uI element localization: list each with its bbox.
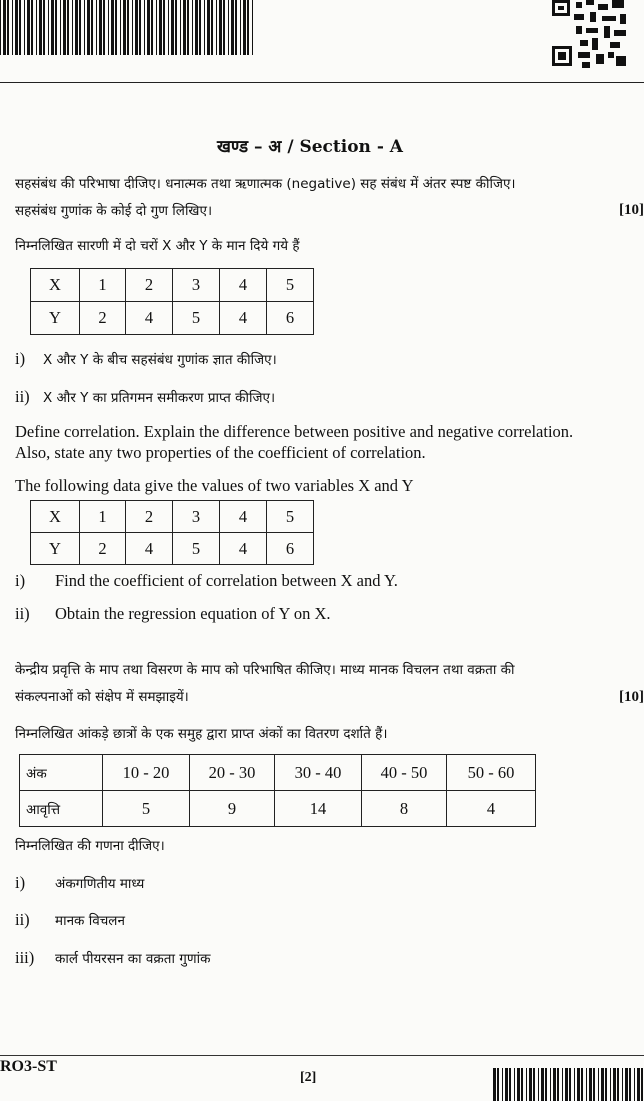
table-cell: X	[31, 269, 80, 302]
table-cell: 9	[190, 791, 275, 827]
part-text: X और Y के बीच सहसंबंध गुणांक ज्ञात कीजिए।	[43, 352, 277, 368]
part-number: i)	[15, 873, 26, 892]
header-rule	[0, 82, 644, 83]
table-cell: 4	[126, 533, 173, 565]
table-cell: 5	[173, 302, 220, 335]
part-number: ii)	[15, 387, 30, 406]
part-text: X और Y का प्रतिगमन समीकरण प्राप्त कीजिए।	[43, 390, 276, 406]
q2-part-iii	[15, 948, 210, 968]
q2-part-ii	[15, 910, 125, 930]
part-text: Obtain the regression equation of Y on X.	[55, 604, 331, 623]
table-cell: 2	[126, 501, 173, 533]
table-cell: X	[31, 501, 80, 533]
table-cell: आवृत्ति	[20, 791, 103, 827]
table-cell: 5	[267, 501, 314, 533]
bottom-barcode	[493, 1068, 644, 1101]
table-cell: 1	[80, 501, 126, 533]
table-cell: 6	[267, 533, 314, 565]
q2-marks: [10]	[619, 689, 644, 705]
q2-hindi-line-1: केन्द्रीय प्रवृत्ति के माप तथा विसरण के माप को परिभाषित कीजिए। माध्य मानक विचलन तथा वक्रता की	[15, 662, 515, 678]
table-cell: 5	[267, 269, 314, 302]
page-number: [2]	[300, 1070, 317, 1085]
q1-hindi-part-i	[15, 349, 277, 369]
q1-hindi-line-2: सहसंबंध गुणांक के कोई दो गुण लिखिए।	[15, 203, 213, 219]
table-cell: 40 - 50	[362, 755, 447, 791]
table-cell: 2	[126, 269, 173, 302]
q2-compute-intro: निम्नलिखित की गणना दीजिए।	[15, 838, 165, 854]
top-barcode	[0, 0, 255, 55]
q1-hindi-line-1: सहसंबंध की परिभाषा दीजिए। धनात्मक तथा ऋणात्मक (negative) सह संबंध में अंतर स्पष्ट कीजिए।	[15, 176, 516, 192]
part-number: iii)	[15, 948, 35, 967]
part-number: ii)	[15, 910, 30, 929]
q1-english-line-1: Define correlation. Explain the difference between positive and negative correlation.	[15, 422, 574, 441]
q1-english-part-ii	[15, 604, 331, 624]
q1-marks: [10]	[619, 202, 644, 218]
q1-hindi-part-ii	[15, 387, 275, 407]
q2-table-intro: निम्नलिखित आंकड़े छात्रों के एक समुह द्वारा प्राप्त अंकों का वितरण दर्शाते हैं।	[15, 726, 388, 742]
q1-english-part-i	[15, 571, 398, 591]
table-cell: 8	[362, 791, 447, 827]
part-number: ii)	[15, 604, 30, 623]
table-cell: 4	[126, 302, 173, 335]
q2-part-i	[15, 873, 144, 893]
xy-table-hindi	[30, 268, 314, 335]
part-text: मानक विचलन	[55, 913, 125, 929]
part-text: कार्ल पीयरसन का वक्रता गुणांक	[55, 951, 211, 967]
paper-code: RO3-ST	[0, 1058, 57, 1075]
table-cell: 20 - 30	[190, 755, 275, 791]
qr-code	[550, 0, 630, 70]
q1-english-table-intro: The following data give the values of two variables X and Y	[15, 476, 414, 495]
table-cell: 5	[103, 791, 190, 827]
xy-table-english	[30, 500, 314, 565]
table-cell: 50 - 60	[447, 755, 536, 791]
part-number: i)	[15, 349, 26, 368]
table-cell: 2	[80, 302, 126, 335]
table-cell: 3	[173, 269, 220, 302]
table-cell: 3	[173, 501, 220, 533]
table-cell: 4	[220, 501, 267, 533]
table-cell: 4	[220, 533, 267, 565]
table-cell: 10 - 20	[103, 755, 190, 791]
table-cell: 2	[80, 533, 126, 565]
table-cell: अंक	[20, 755, 103, 791]
part-number: i)	[15, 571, 26, 590]
table-cell: Y	[31, 302, 80, 335]
table-cell: 30 - 40	[275, 755, 362, 791]
footer-rule	[0, 1055, 644, 1056]
table-cell: 4	[220, 269, 267, 302]
table-cell: 6	[267, 302, 314, 335]
table-cell: Y	[31, 533, 80, 565]
table-cell: 14	[275, 791, 362, 827]
section-heading: खण्ड – अ / Section - A	[217, 137, 403, 157]
table-cell: 5	[173, 533, 220, 565]
q1-hindi-table-intro: निम्नलिखित सारणी में दो चरों X और Y के मान दिये गये हैं	[15, 238, 300, 254]
table-cell: 4	[220, 302, 267, 335]
q2-hindi-line-2: संकल्पनाओं को संक्षेप में समझाइयें।	[15, 689, 189, 705]
part-text: अंकगणितीय माध्य	[55, 876, 145, 892]
table-cell: 1	[80, 269, 126, 302]
table-cell: 4	[447, 791, 536, 827]
frequency-table	[19, 754, 536, 827]
q1-english-line-2: Also, state any two properties of the coefficient of correlation.	[15, 443, 426, 462]
part-text: Find the coefficient of correlation between X and Y.	[55, 571, 398, 590]
